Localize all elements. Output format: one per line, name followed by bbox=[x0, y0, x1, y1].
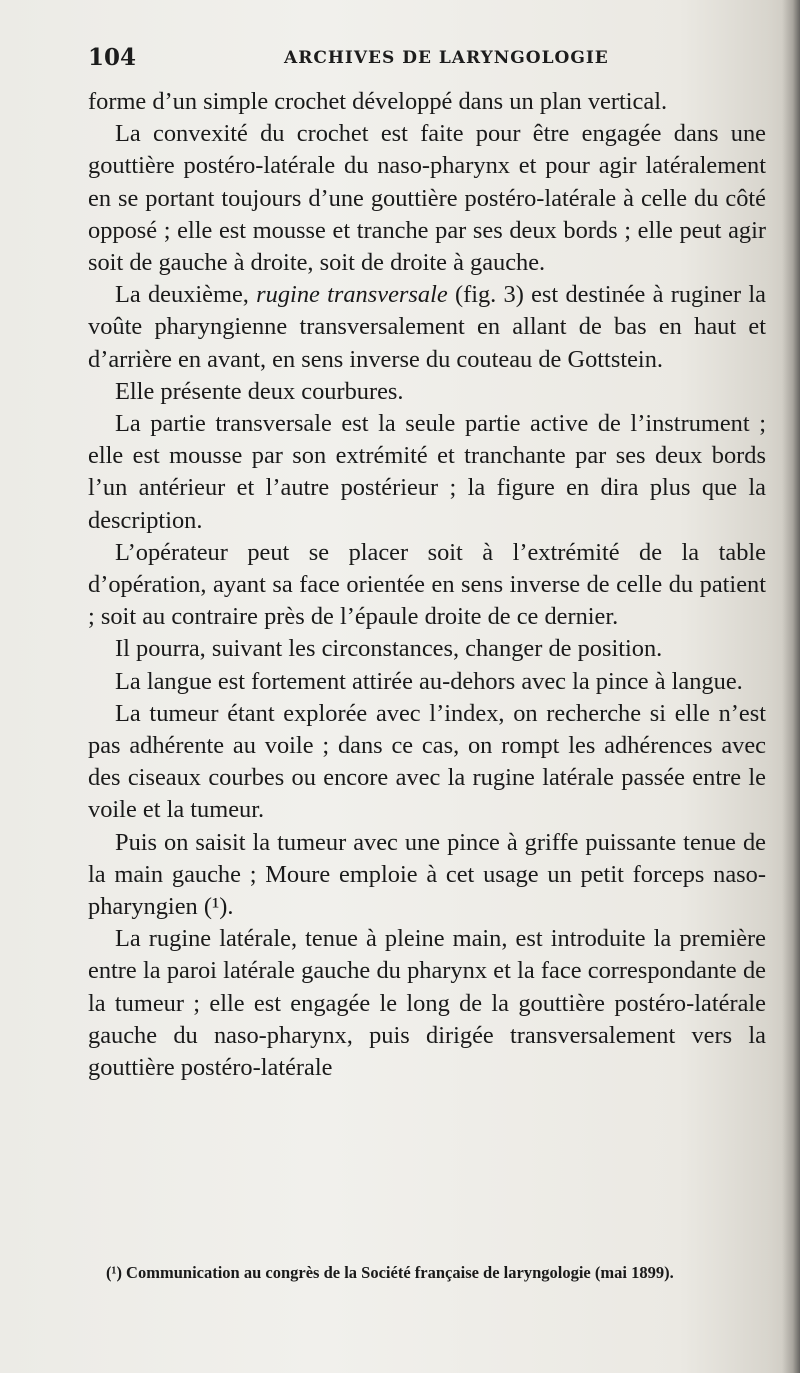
page-number: 104 bbox=[88, 44, 137, 71]
paragraph-text: La deuxième, bbox=[115, 281, 257, 309]
paragraph: Elle présente deux courbures. bbox=[115, 377, 404, 405]
footnote bbox=[88, 1260, 766, 1286]
italic-term: rugine transversale bbox=[256, 281, 448, 309]
running-head: ARCHIVES DE LARYNGOLOGIE bbox=[284, 48, 609, 68]
paragraph: La convexité du crochet est faite pour être engagée dans une gouttière postéro-latérale du naso-pharynx et pour agir latéralement en se portant toujours d’une gouttière postéro-latérale à celle du côté opposé ; elle est mousse et tranche par ses deux bords ; elle peut agir soit de gauche à droite, soit de droite à gauche. bbox=[88, 120, 766, 277]
footnote-text: (¹) Communication au congrès de la Société française de laryngologie (mai 1899). bbox=[106, 1263, 674, 1282]
page-edge-shadow bbox=[782, 0, 800, 1373]
paragraph bbox=[88, 279, 766, 376]
page-header bbox=[88, 40, 768, 74]
paragraph: La tumeur étant explorée avec l’index, on recherche si elle n’est pas adhérente au voile ; dans ce cas, on rompt les adhérences avec des ciseaux courbes ou encore avec la rugine latérale passée entre le voile et la tumeur. bbox=[88, 699, 766, 824]
paragraph-text: (fig. 3) est destinée à ruginer la voûte pharyngienne transversalement en allant de bas en haut et d’arrière en avant, en sens inverse du couteau de Gottstein. bbox=[88, 281, 766, 373]
paragraph: La langue est fortement attirée au-dehors avec la pince à langue. bbox=[115, 667, 743, 695]
paragraph: La partie transversale est la seule partie active de l’instrument ; elle est mousse par son extrémité et tranchante par ses deux bords l’un antérieur et l’autre postérieur ; la figure en dira plus que la description. bbox=[88, 410, 766, 534]
paragraph: La rugine latérale, tenue à pleine main, est introduite la première entre la paroi latérale gauche du pharynx et la face correspondante de la tumeur ; elle est engagée le long de la gouttière postéro-latérale gauche du naso-pharynx, puis dirigée transversalement vers la gouttière postéro-latérale bbox=[88, 925, 766, 1082]
paragraph: L’opérateur peut se placer soit à l’extrémité de la table d’opération, ayant sa face orientée en sens inverse de celle du patient ; soit au contraire près de l’épaule droite de ce dernier. bbox=[88, 538, 766, 631]
body-text bbox=[88, 86, 766, 1084]
paragraph: Il pourra, suivant les circonstances, changer de position. bbox=[115, 635, 663, 663]
paragraph: forme d’un simple crochet développé dans un plan vertical. bbox=[88, 88, 668, 115]
paragraph: Puis on saisit la tumeur avec une pince à griffe puissante tenue de la main gauche ; Moure emploie à cet usage un petit forceps naso-pharyngien (¹). bbox=[88, 828, 766, 921]
